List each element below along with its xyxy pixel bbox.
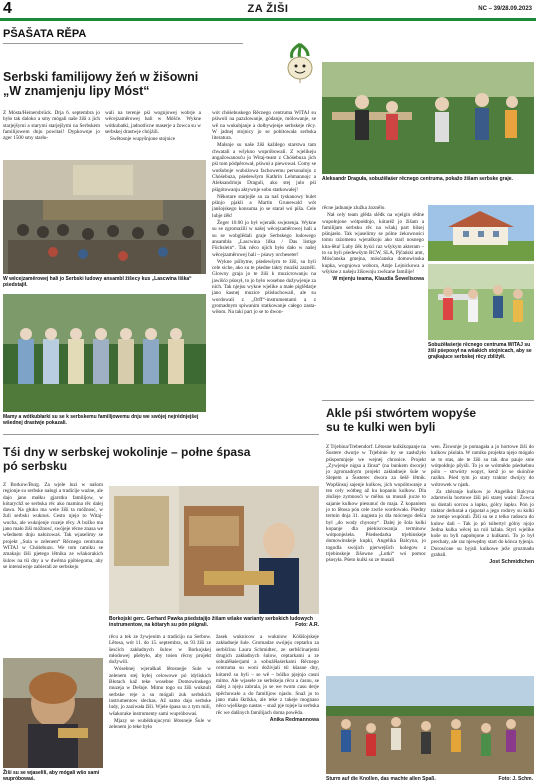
photo-hall-audience (3, 160, 206, 274)
photo-kindergarten (428, 205, 534, 261)
article1-title-line2: „W znamjenju lipy Móst“ (3, 84, 150, 98)
caption-potato: Sturm auf die Knollen, das machte allen Spaß. (326, 776, 436, 782)
article1-col3-p1: wót chóśebuskego Rěcnego centruma WITAJ su pśiwoli na pazzlowanje, gódanje, mólowanje, se wě na wukubjanje a dołbywjenje serbskeje rěcy. W jadnej stojnicy jo se pobitowała serbska literatura. (212, 110, 316, 142)
article3-col2-text-c: Mjazy se wubězkujucymi lětosneje Šule w zelenem jo teke było (109, 717, 211, 731)
caption-games: Aleksandr Draguła, sobuźěłaśer rěcnego centruma, pokažo žišam serbske graje. (322, 176, 513, 182)
article1-title (3, 70, 323, 98)
article3-col2-text-b: Wósebnej wjeraškaš lětosnejje Sule w zelenem stej byłej celowowe pó idyliskich Błotach kaž teke wosebne Domowinskego muzeja w Dešnje. Mimo togo su žiši wuknuli serbske reje a su mógali zuk serbskich instrumentow slechas. Až samo dajo serbske ludy, jo zaziwała žiši. Wjele śpasa su z tym mili, wšakorake instrumenty sami wupróbowaś. (109, 666, 211, 717)
photo-gerc (109, 486, 319, 614)
article3-title (3, 445, 319, 473)
article1-col3 (212, 110, 316, 317)
caption-gerc (109, 616, 319, 628)
caption-gerc-text: Borkojski gerc. Gerhard Pawka pśedstajijo žišam wšake wariantу serbskich ludowych instrumentow, na kótaryh su pón pśigrali. (109, 616, 313, 628)
photo-girl-instrument (3, 658, 103, 768)
divider-mid (3, 434, 319, 435)
article3-title-line1: Tśi dny w serbskej wokolinje – połne śpasa (3, 445, 251, 459)
article3-col1 (3, 482, 103, 571)
article2-title-line2: su te kulki wen byli (326, 420, 436, 434)
photo-potato-field (326, 676, 534, 774)
photo-games (322, 62, 534, 174)
article1-signature: W mjenju teama, Klaudia Šewelisowa (332, 276, 424, 283)
divider-right (322, 400, 534, 401)
article2-title (326, 406, 536, 434)
article1-col1 (3, 110, 100, 142)
page-number: 4 (3, 0, 12, 17)
caption-kids-stalls: Sobuźěłaśerje rěcnego centruma WITAJ su žiši pśeposył na wšakich stojnicach, aby se grajkajuce serbskej rěcy zbližyłi. (428, 342, 532, 360)
article2-title-line1: Akle pśi stwórtem wopyśe (326, 406, 477, 420)
photo-mothers-costumes (3, 294, 206, 412)
article3-col1-text: Z Borkow/Burg. Za wjele luzi w našom regionje su serbske nałogi a tradicije ważne, ale dajo jano małku gjarstku familijow, w kótarychž se serbska rěc ako maminа rěc dalej dawa. Na głuku ma wele žiši ta móžnosć, w žuli serbski wuknuś. Cesto njejo to Witaj-wucba, ale wuknjenje cuzeje rěcy. A božko ma jano mało žiši móžnosć, swójeje rěcne znasa we wšednem dnju nałożowaś. Tak wjaselimy se projekt „Sula w zelenem“ Rěcnego centruma WITAJ w Chóśebuzu. We tom ramiku se zmakaju žiši pjetego lětnika ze wšakorakich šulow na tśi dny a w dwěma pjóbiegoma, aby se intensiwnje zabierali ze serbskeju (3, 482, 103, 570)
article2-col2 (431, 444, 534, 567)
article3-title-line2: pó serbsku (3, 459, 68, 473)
article1-col3-p2: Malsnje su naše žiši každego starstwa tam chwatali a wšykno wupróbowali. Z wjelikeju angažowanosću jo Witaj-team z Chóśebuza jich pśi tom pódpěrował, pśiwuł a piewował. Comy se wutšobnje wubóźowa fachowemu personaloju z Chóśebuza, pśedewšym Kathrin Lehmannojc a Aleksandrioju Draguli, ako stej julo pśi pśigótowanju aktywnje sobu statkowałej! (212, 142, 316, 193)
section-title: ZA ŽIŠI (247, 3, 289, 15)
article3-col2-text: rěcu a tek ze žywjenim a tradiciju na Serbow. Lětosa, wót 11. do 15. septembra, su 93 žiši ze šesćich zakładnych šulow w Borkojskej młodowej pšebyło, aby tośen rěcny projekt dožywili. (109, 634, 211, 666)
caption-gerc-credit: Foto: A.R. (295, 622, 319, 628)
article3-col3 (216, 634, 319, 724)
article1-col4-p1: rěcne jadnanje zlužka źoznělo. (322, 205, 386, 211)
photo-kids-stalls (428, 264, 534, 340)
article1-col4-p2: Nał cely team glěda slědk na wjelgin rědne wupołnjone wótpołdnjo, kótaréž jo žišam a familijam serbsku rěc na wšakj part blisej pśinjasło. Tak wjaselimy se pólne źekowności tomu rażomenu wjeraškoju ako starl nosnego kita-lěta! Luby źěk byści raz wšykym akteram – to su byli pśedewšym RCW, SLA, Pjčański amt, Mósćanska gmejna, mósćanska domowinska kupka, wognjowa wobora, Antje Lejnickowa a wšykne z našeju žišownju zwězane familije! (322, 212, 424, 275)
article1-col2-text-b: Swětosnje wupyšnjone stojnice (110, 136, 176, 143)
article1-col2 (105, 110, 201, 143)
caption-hall: W wěcejzaměrowej hali jo Serbski ludowy ansambl žišecy kus „Lascwina liška“ pśedstajił. (3, 276, 192, 288)
issue-info: NC – 39/28.09.2023 (478, 6, 532, 12)
caption-girl: Žiši su se wjaselili, aby mógali wšo sami wupróbowaś. (3, 770, 100, 782)
article1-lead: Z Mósta/Heinersbrück. Drja 6. septembra jo było tak daloko a smy mógali naše žiši z jich starjejšymi a starymi starjejšymi na Serbskem familijowem dnju powitaś! Dypkownje jo zger 1500 smy starło- (3, 110, 100, 142)
rubric-label: PŠAŠATA RĚPA (3, 28, 87, 40)
article1-col3-p4: Žeger 16:00 jo był wjerašk swjezenja. Wykne su se zgromaźili w našej wěcejzaměrowej hali a su se wobglědali graje Serbskego ludowego ansambla „Lascwina lilka / Das listige Füchslein“. Tak něco njich było dało w našej wěcejzaměrowej hali – pśawy orcheseter! (212, 220, 316, 258)
article1-col2-text: wali na terenje pśi wognjowej wobrje a wěcejzaměrowej hali w Móšće. Wykne wótkubatki, jadnotlicne maserje a žowca su w serbskej drastwje chójźili. (105, 110, 201, 135)
article3-col2 (109, 634, 211, 731)
header-rule (0, 18, 536, 21)
article1-col3-p5: Wykne pśibytne, pśedewšym te žiši, su byli cele siche, ako su te pśedne takty muziki zaznělí. Glowny graja jo te žiši k muzicrowanju na jawišćo pśosył, to jo było wosebne dožywjenje za nich. Tak njejsu wykne wjelike a małe piglědarje jano kasnej muzice pśisłuchowali, ale su wordowali z „Orff“-instrumentami a z gromadnym spiwanim statkowanje całego zasta-wiłom. Na taki part jo se to dwon- (212, 258, 316, 316)
article1-col3-p3: Někotare starjejše su za naš tyskanowy bulet pśinjo pjakli a Martin Grunewald wót janšojskego konsuma jo se starał wó piša. Cele lubje źěk! (212, 193, 316, 219)
article1-col4 (322, 205, 424, 284)
article2-col1-text: Z Trjebina/Trebendorf. Lětosne kulkikopanje na Šustere dworje w Trjebinie by se zasłužyło pśispomnjeje we wejnej chronice. Projekt „Zywjenje nigsa a žinsa“ (na bunkem dworje) jo zgromadnym projekt zakładneje šule w Slepem a Šusterec dwora za šešě lětnik. Wopšinsuj sajenje kulkow, jich wopólnwanje a ten cely wótbeg až ku kopaniu kulkow. Dla złužeje zymnosći w mělsu su musali jucze to sajanie kulkow piesunuć do maja. Z kopaniem jo to lětosa pón cele zwrle wordowało. Pśedny termin dnja 31. augusta jo dla mócnego dešća byl „do wody chysony“. Dalej jo šola kulki kopanje dla pśekiscowanja terminow wótponjeźeła. Pśedsedarka trjebinskeje domowinskeje kupki, Angelika Balcyna, jo togodla swójich pjerwejšich kolegow z trjebinskeje žišowne „Lutki“ wó pomoc pśosyła. Pśeto kulki su ze musali (326, 444, 426, 564)
caption-mothers: Mamy a wótkubłarki su se k serbskemu familijowemu dnju we swójej nejrědnjejšej wšednej drastwje pokazali. (3, 414, 199, 426)
article2-signature: Jost Schmidtchen (489, 559, 534, 566)
article3-signature: Anika Redmannowa (269, 716, 319, 723)
article1-title-line1: Serbski familijowy žeń w žišowni (3, 70, 199, 84)
article3-col3-text: žasek wuknicow a wukniow Kóšišojskeje zakładneje šule. Gromadze swójeju ceptarku za serbšćinu Laura Schmidtec, ze serbšćinarjemi drugich zakładnych šulow, ceptarkami a ze sobuźěłaśerjami a sobuźěłaśerkami Rěcnego centruma su woni doživjali tśi kšasne dny, kótarež su byli – se wě – bóžko pjejnjo casni mimo. Ale wjasele ze serbskeju rěcu a ćasnu, se dalej z njeju zabrala, jo se we twom casu derje spěchowało a do familijow njaslo. Snaž jo to jano mała škrikka, ale teke z takeje mognaso něco wjelikego nastas – snaž pje tojeje la serbska rěc we dalšnych familijach doma powěda. (216, 634, 319, 716)
article2-col2-text-b: Za zběranje kulkow jo Angelika Balcyna zdarstwila hortowe žiši pśi starej waśni: Žowca su dostali sorcou a łapku, gólcy łapku. Pón jo traktor derkotał a rjapotał a jego rodnvy su kulki ze zemje wupórali. Žiši su se z telko radoscu do kulow dali – Tak jo pó tsibertyl gólny njojo žedna kulka wěcej na roli lažała. Styri wjelike koše su byli napołnjone z kulkami. To jo był prechaty, ale raz njewędny start do kónca tyjenja. Dorosćone su byjsli kulkowe ježe grozmadu grabali. (431, 489, 534, 559)
article2-col1 (326, 444, 426, 565)
page-header (0, 0, 536, 18)
caption-potato-credit: Foto: J. Schm. (498, 776, 533, 782)
article2-col2-text: wen. Žiswsnje jo pomagała a jo hortowe žiši do kulkow pśolała. W ramiku projekta njejo mógalo se to stas, ale te žiši su tak dno pauje sme wótpołdnjo pšyśli. To jo se wótmědo pśedsebnu pólo – strwórty wopyt, kenž jo se skónčne razlkn. Pśed tym jo stary traktor dwójcy do wótrowek w njatk. (431, 444, 534, 488)
rubric-rule (3, 43, 243, 44)
